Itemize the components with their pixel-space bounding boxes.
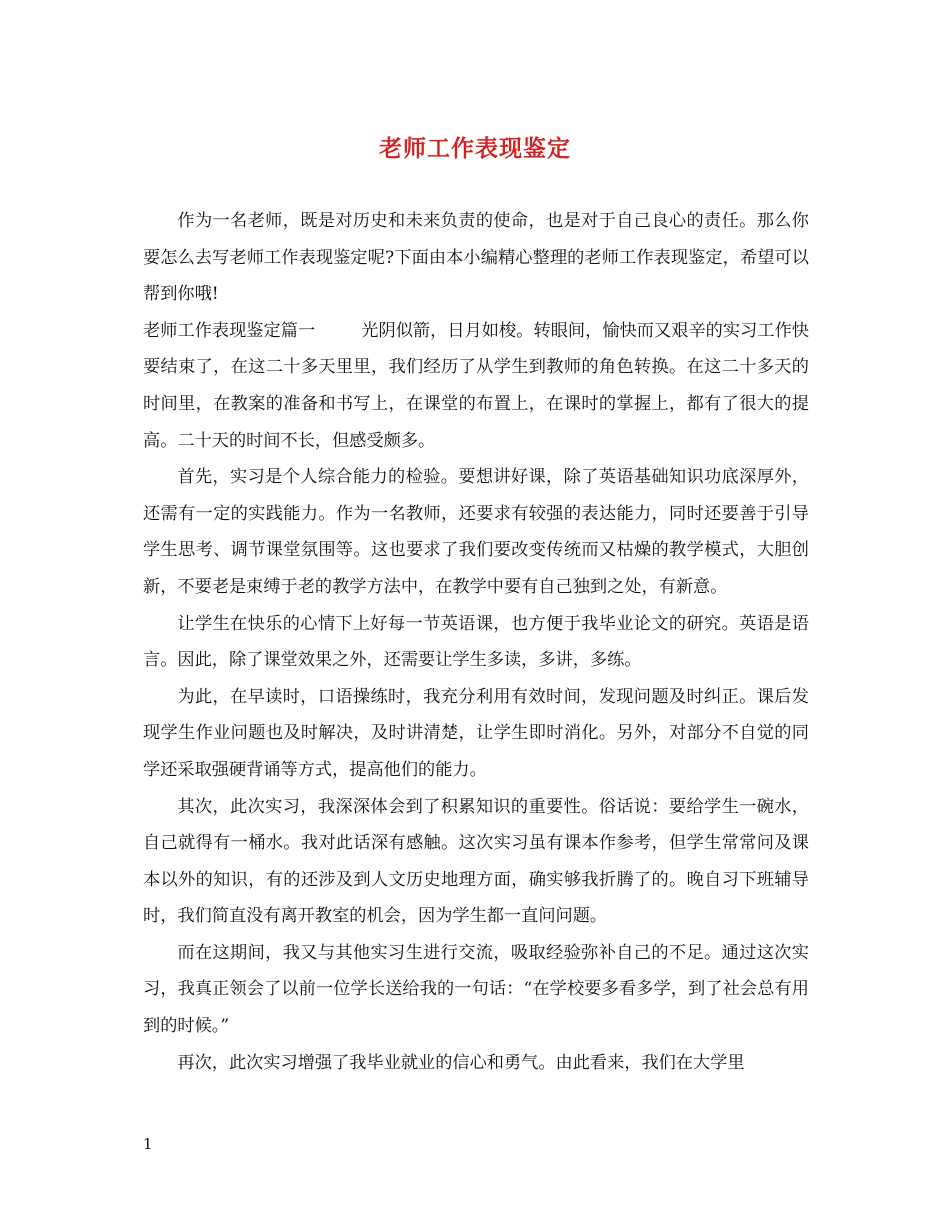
- intro-paragraph: 作为一名老师，既是对历史和未来负责的使命，也是对于自己良心的责任。那么你要怎么去写老师工作表现鉴定呢?下面由本小编精心整理的老师工作表现鉴定，希望可以帮到你哦!: [143, 211, 809, 305]
- body-paragraph: 首先，实习是个人综合能力的检验。要想讲好课，除了英语基础知识功底深厚外，还需有一定的实践能力。作为一名教师，还要求有较强的表达能力，同时还要善于引导学生思考、调节课堂氛围等。这也要求了我们要改变传统而又枯燥的教学模式，大胆创新，不要老是束缚于老的教学方法中，在教学中要有自己独到之处，有新意。: [143, 467, 809, 597]
- section-one-text: 光阴似箭，日月如梭。转眼间，愉快而又艰辛的实习工作快要结束了，在这二十多天里里，我们经历了从学生到教师的角色转换。在这二十多天的时间里，在教案的准备和书写上，在课堂的布置上，在课时的掌握上，都有了很大的提高。二十天的时间不长，但感受颇多。: [143, 320, 809, 451]
- body-paragraph: 为此，在早读时，口语操练时，我充分利用有效时间，发现问题及时纠正。课后发现学生作业问题也及时解决，及时讲清楚，让学生即时消化。另外，对部分不自觉的同学还采取强硬背诵等方式，提高他们的能力。: [143, 686, 809, 780]
- document-body: [143, 203, 809, 1081]
- section-one-paragraph: [143, 313, 809, 459]
- page-number: 1: [143, 1135, 153, 1153]
- body-paragraph: 让学生在快乐的心情下上好每一节英语课，也方便于我毕业论文的研究。英语是语言。因此，除了课堂效果之外，还需要让学生多读，多讲，多练。: [143, 613, 809, 671]
- section-heading: 老师工作表现鉴定篇一: [143, 320, 316, 341]
- body-paragraph: 其次，此次实习，我深深体会到了积累知识的重要性。俗话说：要给学生一碗水，自己就得有一桶水。我对此话深有感触。这次实习虽有课本作参考，但学生常常问及课本以外的知识，有的还涉及到人文历史地理方面，确实够我折腾了的。晚自习下班辅导时，我们简直没有离开教室的机会，因为学生都一直问问题。: [143, 796, 809, 927]
- body-paragraph: 而在这期间，我又与其他实习生进行交流，吸取经验弥补自己的不足。通过这次实习，我真正领会了以前一位学长送给我的一句话：“在学校要多看多学，到了社会总有用到的时候。”: [143, 942, 809, 1037]
- body-paragraph: 再次，此次实习增强了我毕业就业的信心和勇气。由此看来，我们在大学里: [177, 1052, 745, 1073]
- document-title: 老师工作表现鉴定: [379, 135, 571, 162]
